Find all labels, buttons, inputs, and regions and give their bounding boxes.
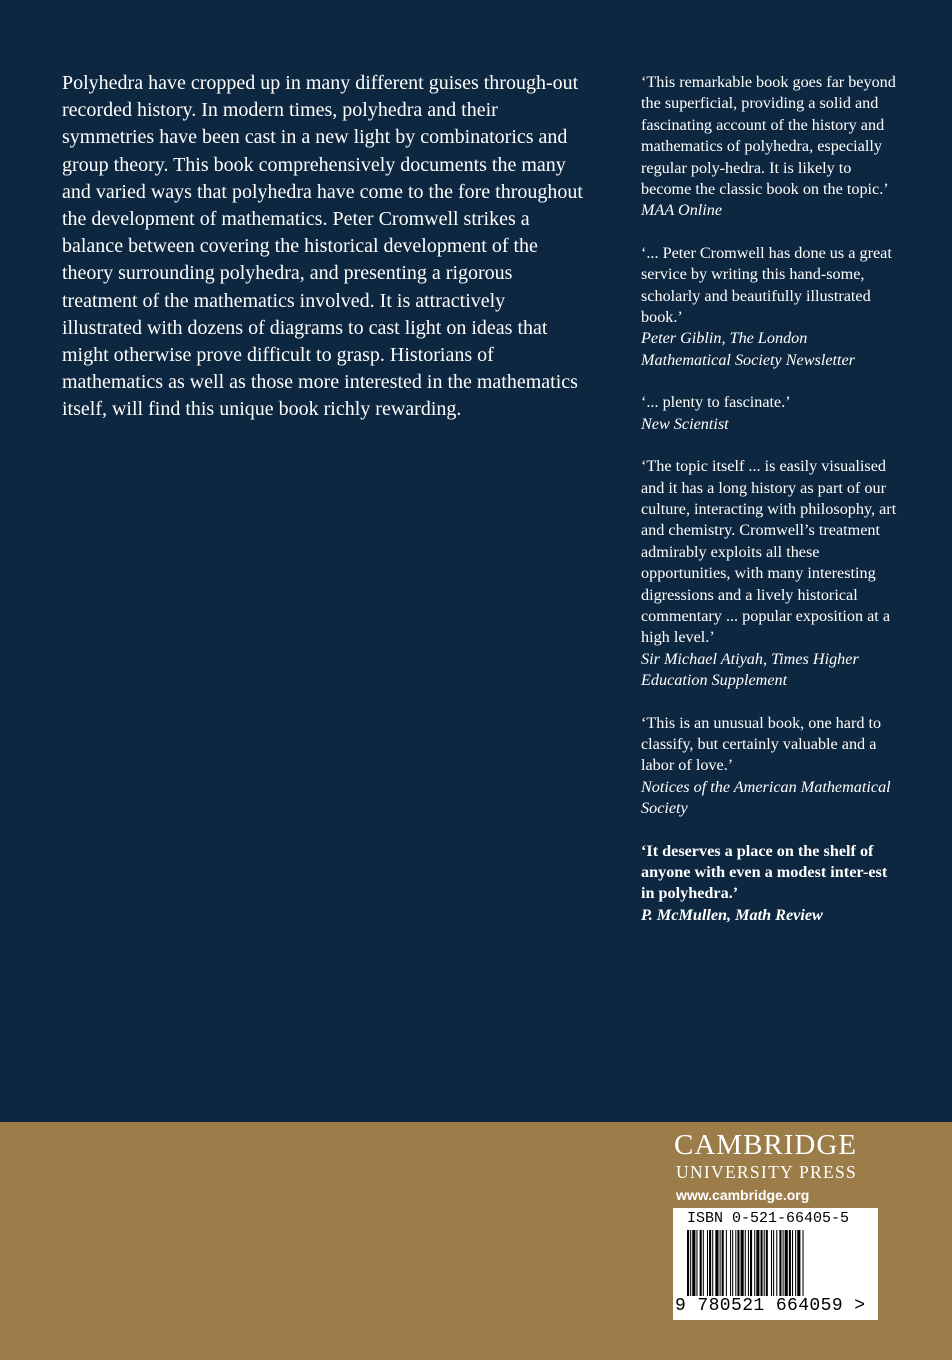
barcode-bar [741, 1230, 744, 1296]
barcode-bar [715, 1230, 718, 1296]
barcode-bar [737, 1230, 739, 1296]
review-source: MAA Online [641, 201, 723, 220]
publisher-name: CAMBRIDGE [674, 1129, 858, 1161]
book-blurb: Polyhedra have cropped up in many different guises through-out recorded history. In modern times, polyhedra and their symmetries have been cast in a new light by combinatorics and group theory. This book comprehensively documents the many and varied ways that polyhedra have come to the fore throughout the development of mathematics. Peter Cromwell strikes a balance between covering the historical development of the theory surrounding polyhedra, and presenting a rigorous treatment of the mathematics involved. It is attractively illustrated with dozens of diagrams to cast light on ideas that might otherwise prove difficult to grasp. Historians of mathematics as well as those more interested in the mathematics itself, will find this unique book richly rewarding. [62, 72, 583, 421]
barcode-bar [745, 1230, 746, 1296]
barcode-bar [748, 1230, 749, 1296]
review-quote: ‘... Peter Cromwell has done us a great service by writing this hand-some, scholarly and beautifully illustrated book.’ [641, 243, 892, 327]
review-5 [641, 713, 901, 820]
isbn-label: ISBN 0-521-66405-5 [687, 1210, 850, 1227]
review-source: New Scientist [641, 414, 729, 433]
publisher-url: www.cambridge.org [676, 1187, 810, 1203]
review-quote: ‘This remarkable book goes far beyond the superficial, providing a solid and fascinating account of the history and mathematics of polyhedra, especially regular poly-hedra. It is likely to become the classic book on the topic.’ [641, 73, 896, 199]
barcode-bar [712, 1230, 713, 1296]
barcode-bar [730, 1230, 731, 1296]
publisher-subtitle: UNIVERSITY PRESS [676, 1162, 858, 1182]
barcode-bar [726, 1230, 727, 1296]
barcode-bar [792, 1230, 793, 1296]
review-3 [641, 392, 901, 435]
barcode-bar [779, 1230, 781, 1296]
barcode-bar [761, 1230, 763, 1296]
review-2 [641, 243, 901, 371]
reviews-column [641, 72, 901, 947]
barcode-bar [692, 1230, 695, 1296]
review-source: Sir Michael Atiyah, Times Higher Education Supplement [641, 649, 859, 690]
review-quote: ‘It deserves a place on the shelf of anyone with even a modest inter-est in polyhedra.’ [641, 841, 888, 903]
barcode-bar [707, 1230, 708, 1296]
barcode-bar [750, 1230, 752, 1296]
barcode-bar [732, 1230, 733, 1296]
barcode-bar [773, 1230, 774, 1296]
barcode-bar [754, 1230, 755, 1296]
barcode-box [673, 1208, 878, 1320]
review-quote: ‘... plenty to fascinate.’ [641, 393, 791, 412]
review-source: Peter Giblin, The London Mathematical Society Newsletter [641, 329, 855, 369]
barcode-bar [803, 1230, 804, 1296]
barcode-bar [696, 1230, 697, 1296]
barcode-bar [776, 1230, 777, 1296]
barcode-bar [771, 1230, 772, 1296]
barcode-bar [797, 1230, 800, 1296]
review-quote: ‘The topic itself ... is easily visualised and it has a long history as part of our culture, interacting with philosophy, art and chemistry. Cromwell’s treatment admirably exploits all these opportunities, with many interesting digressions and a lively historical commentary ... popular exposition at a high level.’ [641, 457, 897, 647]
barcode-bar [789, 1230, 791, 1296]
barcode-image [685, 1230, 871, 1296]
barcode-bar [687, 1230, 689, 1296]
publisher-logo [674, 1128, 857, 1204]
review-source: Notices of the American Mathematical Society [641, 777, 891, 818]
barcode-bar [690, 1230, 691, 1296]
barcode-bar [785, 1230, 788, 1296]
review-source: P. McMullen, Math Review [641, 905, 823, 924]
barcode-bar [783, 1230, 784, 1296]
barcode-bar [756, 1230, 759, 1296]
barcode-bar [709, 1230, 711, 1296]
barcode-bar [703, 1230, 704, 1296]
review-quote: ‘This is an unusual book, one hard to classify, but certainly valuable and a labor of love.’ [641, 713, 882, 775]
review-4 [641, 456, 901, 691]
review-6 [641, 841, 901, 927]
barcode-bar [764, 1230, 765, 1296]
barcode-bar [766, 1230, 768, 1296]
barcode-bar [700, 1230, 702, 1296]
barcode-bar [795, 1230, 796, 1296]
barcode-bar [735, 1230, 736, 1296]
review-1 [641, 72, 901, 222]
ean-digits: 9 780521 664059 > [675, 1296, 866, 1316]
barcode-bar [720, 1230, 721, 1296]
barcode-bar [722, 1230, 724, 1296]
